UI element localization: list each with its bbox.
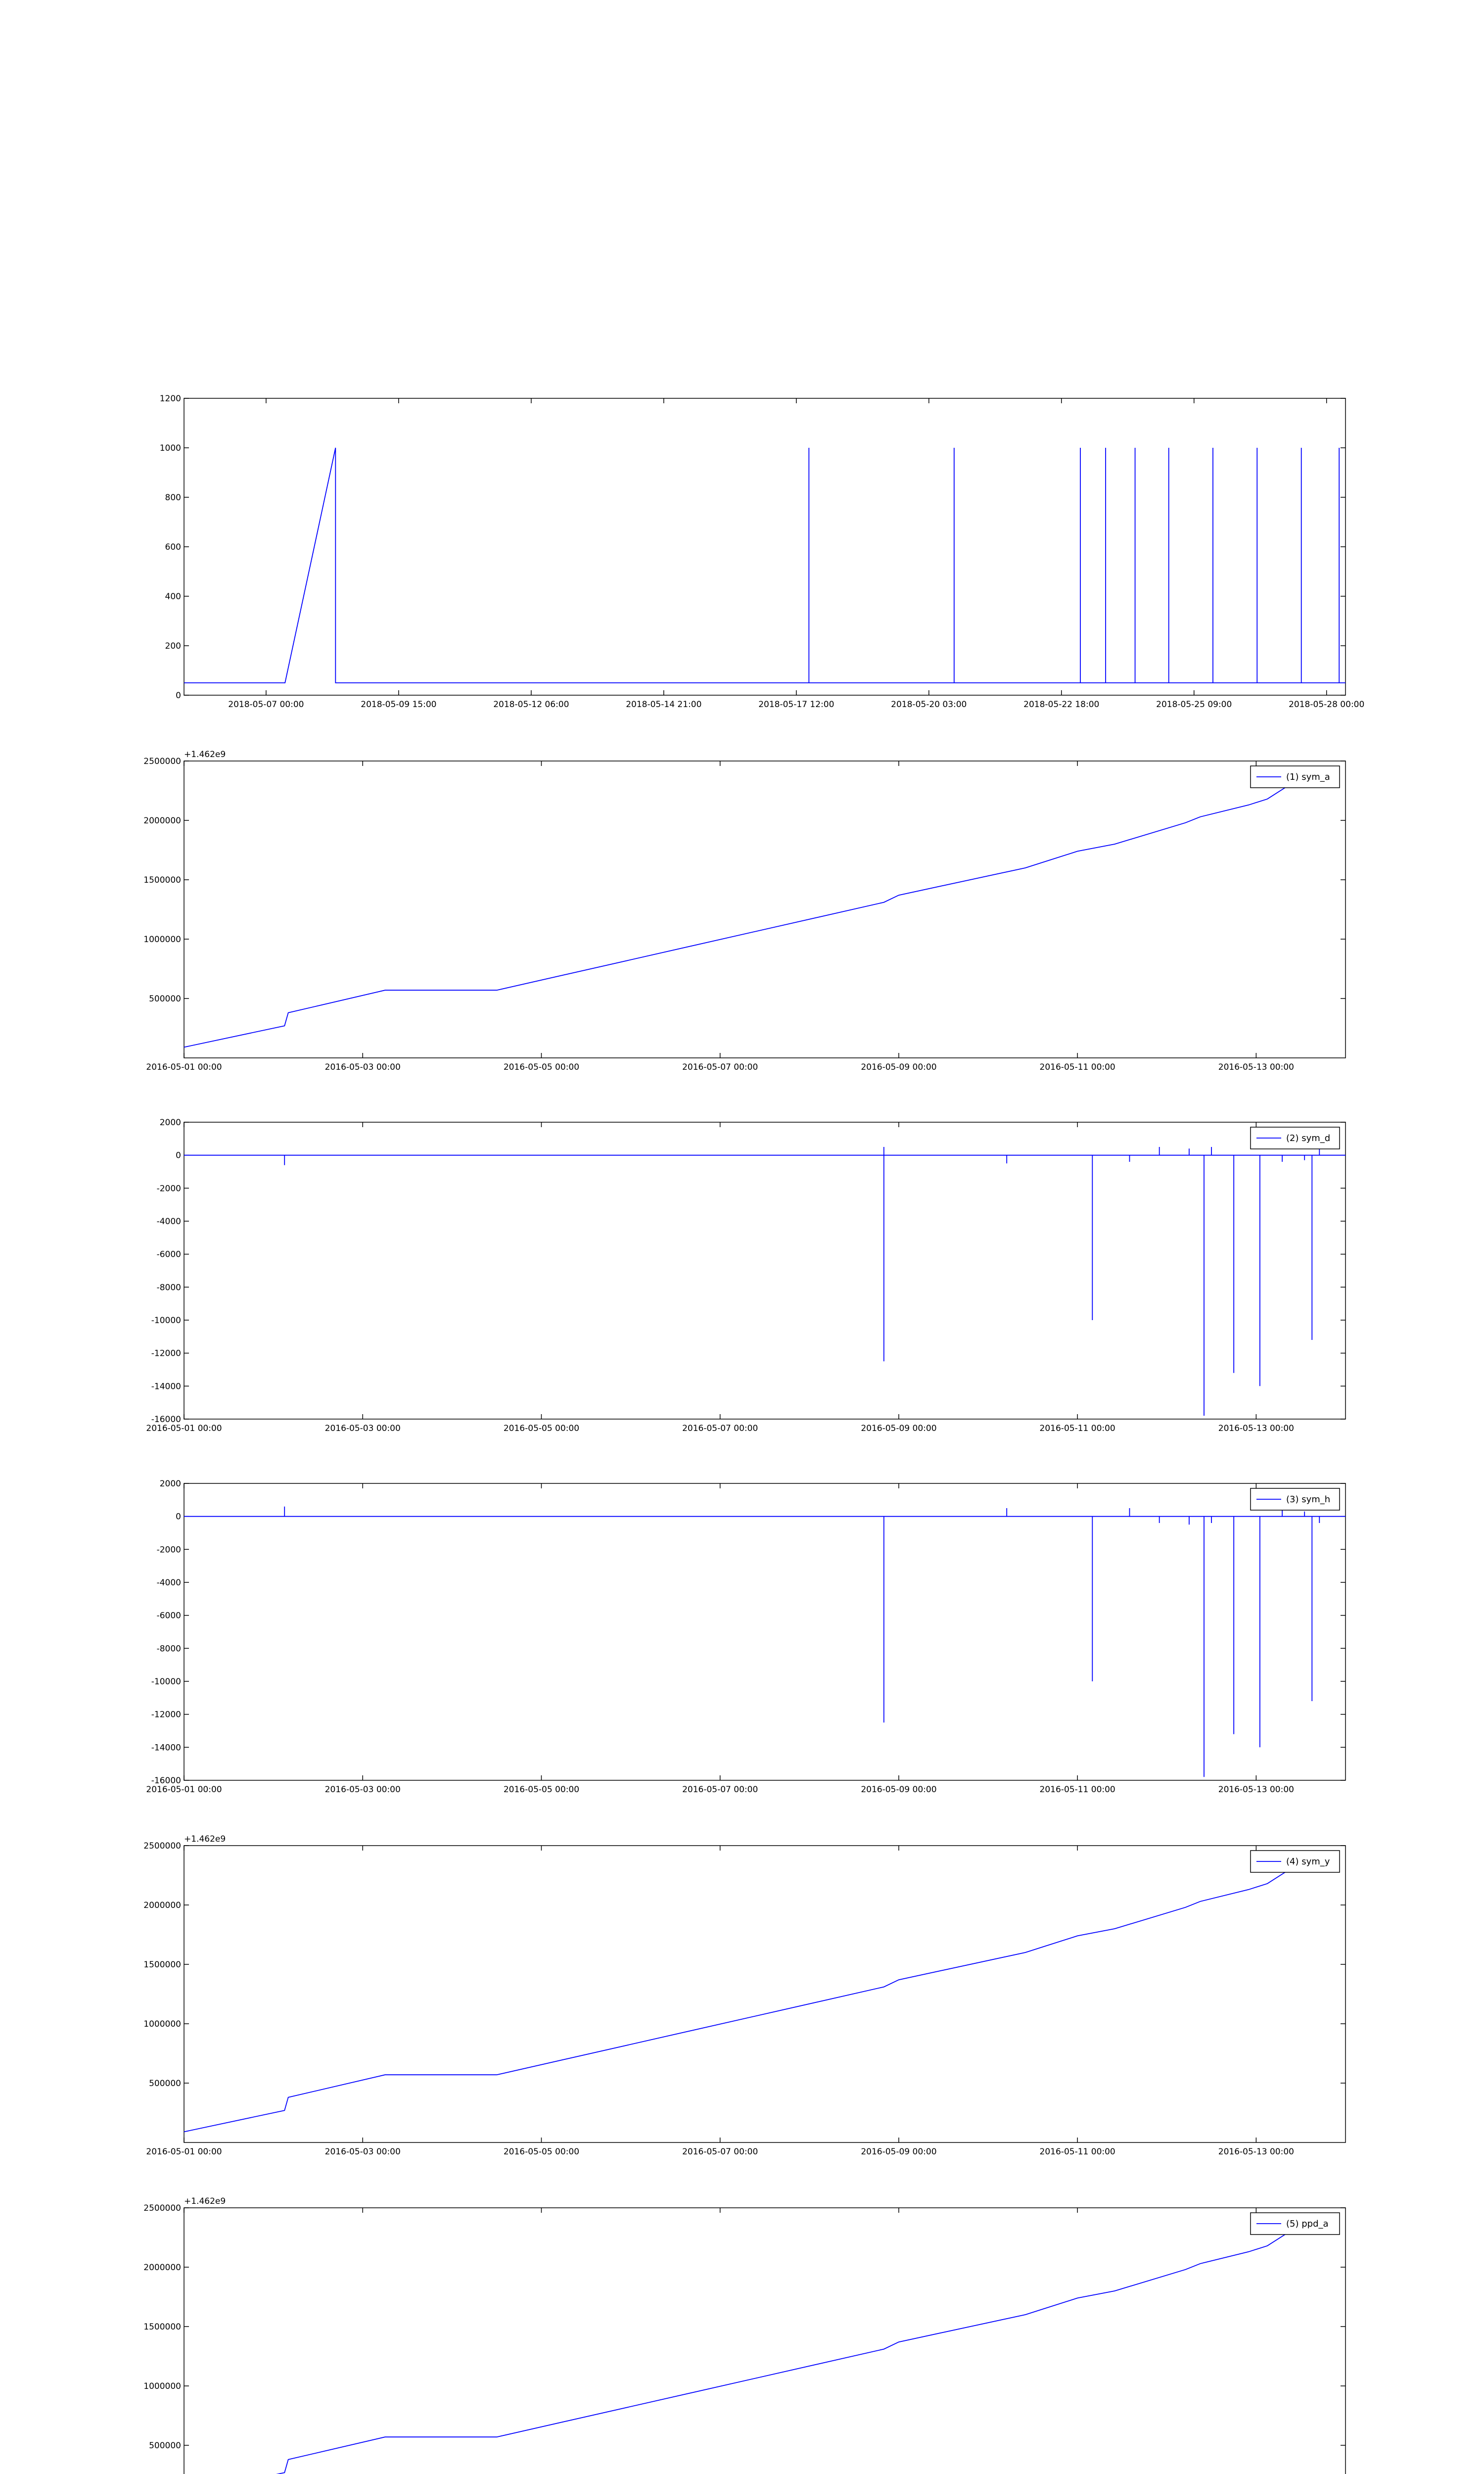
y-tick-label: -10000 — [151, 1316, 181, 1326]
x-tick-label: 2016-05-01 00:00 — [146, 1785, 222, 1795]
y-tick-label: -2000 — [156, 1545, 181, 1555]
axes-frame — [184, 2208, 1345, 2474]
x-tick-label: 2016-05-05 00:00 — [503, 1424, 580, 1433]
x-tick-label: 2016-05-03 00:00 — [325, 1424, 401, 1433]
x-tick-label: 2016-05-03 00:00 — [325, 2147, 401, 2157]
y-tick-label: 2000 — [159, 1118, 181, 1128]
series-line — [184, 1507, 1345, 1777]
y-tick-label: -12000 — [151, 1348, 181, 1359]
y-tick-label: 2000000 — [143, 2263, 181, 2273]
y-tick-label: 2500000 — [143, 757, 181, 766]
legend — [1251, 1127, 1340, 1149]
axes-frame — [184, 1122, 1345, 1419]
y-tick-label: -6000 — [156, 1249, 181, 1260]
y-tick-label: 1500000 — [143, 875, 181, 885]
x-tick-label: 2016-05-13 00:00 — [1218, 1062, 1294, 1072]
axis-offset-text: +1.462e9 — [184, 2196, 226, 2206]
y-tick-label: 1500000 — [143, 1960, 181, 1970]
y-tick-label: 2000 — [159, 1479, 181, 1489]
y-tick-label: -4000 — [156, 1578, 181, 1588]
legend-label: (1) sym_a — [1286, 772, 1330, 782]
y-tick-label: 600 — [165, 542, 181, 552]
legend — [1251, 766, 1340, 788]
y-tick-label: 1000000 — [143, 2019, 181, 2029]
x-tick-label: 2016-05-11 00:00 — [1039, 1785, 1115, 1795]
x-tick-label: 2018-05-14 21:00 — [626, 700, 702, 710]
x-tick-label: 2018-05-20 03:00 — [891, 700, 967, 710]
y-tick-label: 800 — [165, 493, 181, 503]
y-tick-label: 500000 — [149, 2079, 181, 2089]
x-tick-label: 2016-05-11 00:00 — [1039, 1062, 1115, 1072]
x-tick-label: 2016-05-01 00:00 — [146, 1062, 222, 1072]
legend — [1251, 1851, 1340, 1872]
x-tick-label: 2018-05-09 15:00 — [361, 700, 437, 710]
subplot-2 — [143, 750, 1345, 1072]
x-tick-label: 2016-05-13 00:00 — [1218, 1785, 1294, 1795]
legend — [1251, 2213, 1340, 2235]
y-tick-label: 500000 — [149, 2441, 181, 2451]
x-tick-label: 2016-05-01 00:00 — [146, 1424, 222, 1433]
x-tick-label: 2018-05-25 09:00 — [1156, 700, 1232, 710]
x-tick-label: 2016-05-01 00:00 — [146, 2147, 222, 2157]
y-tick-label: 2000000 — [143, 1901, 181, 1910]
subplot-4 — [146, 1479, 1345, 1795]
x-tick-label: 2018-05-22 18:00 — [1023, 700, 1100, 710]
y-tick-label: -16000 — [151, 1415, 181, 1425]
legend — [1251, 1488, 1340, 1510]
y-tick-label: 1000000 — [143, 935, 181, 945]
x-tick-label: 2018-05-07 00:00 — [228, 700, 304, 710]
y-tick-label: 500000 — [149, 994, 181, 1004]
subplot-6 — [143, 2196, 1345, 2474]
series-line — [184, 785, 1290, 1047]
series-line — [184, 1147, 1345, 1416]
y-tick-label: 1000 — [159, 443, 181, 453]
y-tick-label: -8000 — [156, 1283, 181, 1293]
y-tick-label: 2000000 — [143, 816, 181, 826]
x-tick-label: 2018-05-12 06:00 — [493, 700, 569, 710]
legend-label: (2) sym_d — [1286, 1133, 1331, 1143]
legend-label: (3) sym_h — [1286, 1494, 1331, 1505]
y-tick-label: 1200 — [159, 394, 181, 404]
x-tick-label: 2016-05-07 00:00 — [682, 1062, 758, 1072]
x-tick-label: 2016-05-13 00:00 — [1218, 1424, 1294, 1433]
subplot-5 — [143, 1834, 1345, 2157]
y-tick-label: 400 — [165, 592, 181, 602]
x-tick-label: 2016-05-03 00:00 — [325, 1785, 401, 1795]
y-tick-label: -10000 — [151, 1677, 181, 1687]
x-tick-label: 2016-05-09 00:00 — [861, 1062, 937, 1072]
axis-offset-text: +1.462e9 — [184, 750, 226, 760]
y-tick-label: 200 — [165, 641, 181, 651]
subplot-1 — [160, 394, 1365, 710]
x-tick-label: 2016-05-13 00:00 — [1218, 2147, 1294, 2157]
series-line — [184, 2232, 1290, 2474]
y-tick-label: -14000 — [151, 1743, 181, 1753]
y-tick-label: -8000 — [156, 1644, 181, 1654]
axes-frame — [184, 1483, 1345, 1780]
legend-label: (5) ppd_a — [1286, 2219, 1329, 2229]
axis-offset-text: +1.462e9 — [184, 1834, 226, 1844]
x-tick-label: 2016-05-11 00:00 — [1039, 1424, 1115, 1433]
y-tick-label: 0 — [176, 1512, 181, 1522]
x-tick-label: 2016-05-03 00:00 — [325, 1062, 401, 1072]
axes-frame — [184, 1846, 1345, 2142]
y-tick-label: -6000 — [156, 1611, 181, 1621]
x-tick-label: 2018-05-17 12:00 — [758, 700, 835, 710]
subplot-3 — [146, 1118, 1345, 1433]
legend-label: (4) sym_y — [1286, 1856, 1330, 1867]
x-tick-label: 2016-05-09 00:00 — [861, 1785, 937, 1795]
x-tick-label: 2018-05-28 00:00 — [1289, 700, 1365, 710]
series-line — [184, 448, 1345, 683]
y-tick-label: 1000000 — [143, 2381, 181, 2391]
x-tick-label: 2016-05-11 00:00 — [1039, 2147, 1115, 2157]
x-tick-label: 2016-05-07 00:00 — [682, 1785, 758, 1795]
x-tick-label: 2016-05-07 00:00 — [682, 2147, 758, 2157]
y-tick-label: -4000 — [156, 1217, 181, 1227]
x-tick-label: 2016-05-09 00:00 — [861, 2147, 937, 2157]
x-tick-label: 2016-05-05 00:00 — [503, 1785, 580, 1795]
y-tick-label: -2000 — [156, 1184, 181, 1194]
x-tick-label: 2016-05-09 00:00 — [861, 1424, 937, 1433]
series-line — [184, 1869, 1290, 2132]
y-tick-label: 2500000 — [143, 1841, 181, 1851]
x-tick-label: 2016-05-07 00:00 — [682, 1424, 758, 1433]
y-tick-label: -12000 — [151, 1710, 181, 1720]
y-tick-label: 2500000 — [143, 2203, 181, 2213]
y-tick-label: -14000 — [151, 1381, 181, 1392]
x-tick-label: 2016-05-05 00:00 — [503, 2147, 580, 2157]
axes-frame — [184, 398, 1345, 695]
y-tick-label: 0 — [176, 1150, 181, 1161]
y-tick-label: 1500000 — [143, 2322, 181, 2332]
axes-frame — [184, 761, 1345, 1058]
y-tick-label: -16000 — [151, 1776, 181, 1786]
y-tick-label: 0 — [176, 691, 181, 701]
x-tick-label: 2016-05-05 00:00 — [503, 1062, 580, 1072]
